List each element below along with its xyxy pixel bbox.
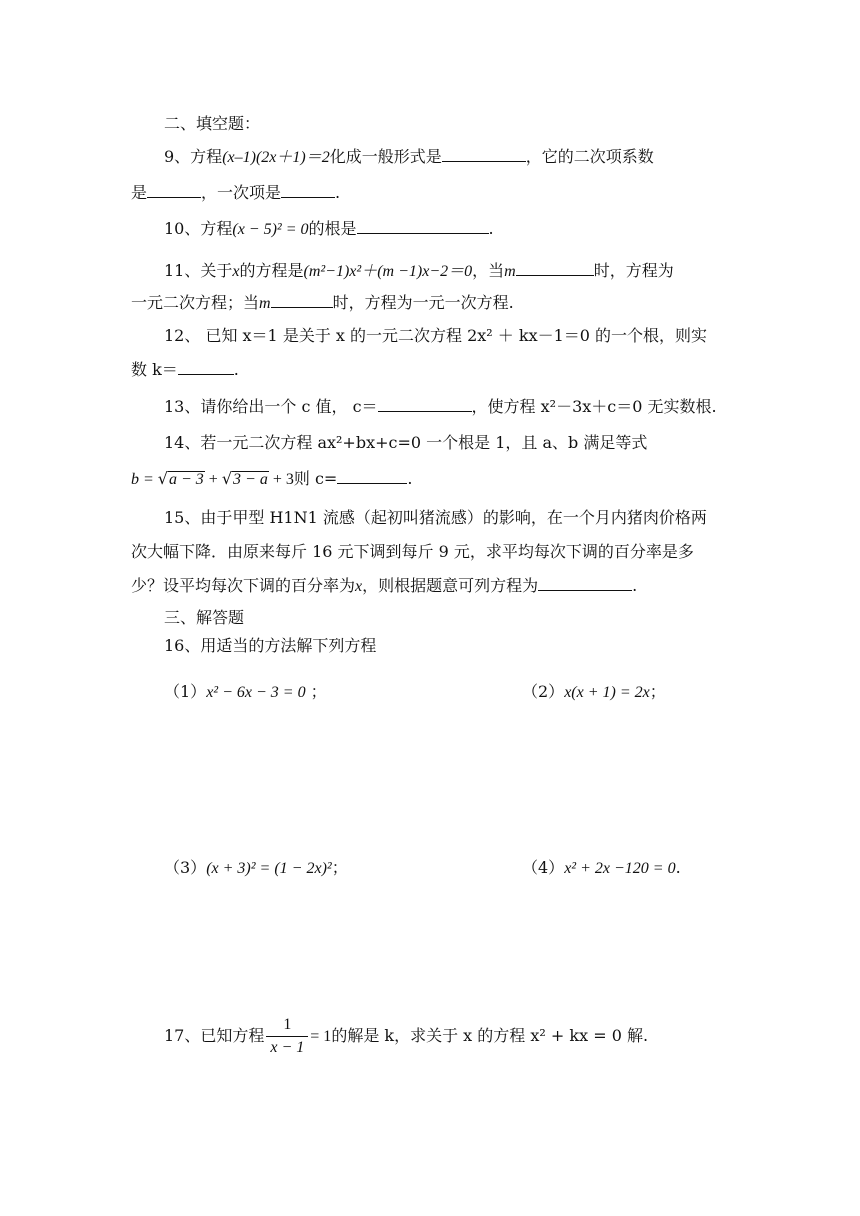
q9-equation: (x–1)(2x＋1)＝2 [222, 149, 330, 166]
q13-blank-c[interactable] [378, 394, 472, 412]
q11-blank-quadratic-condition[interactable] [516, 258, 594, 276]
q11-blank-linear-condition[interactable] [271, 290, 333, 308]
question-9-line-2: 是 ，一次项是 . [131, 180, 340, 205]
q16-p4-equation: x² + 2x −120 = 0 [564, 860, 676, 877]
q11-equation: (m²−1)x²＋(m −1)x−2＝0 [303, 263, 473, 280]
question-15-line-1: 15、由于甲型 H1N1 流感（起初叫猪流感）的影响，在一个月内猪肉价格两 [164, 508, 707, 527]
question-15-line-2: 次大幅下降．由原来每斤 16 元下调到每斤 9 元，求平均每次下调的百分率是多 [131, 542, 694, 561]
question-12-line-1: 12、 已知 x＝1 是关于 x 的一元二次方程 2x² ＋ kx－1＝0 的一个根，则实 [164, 326, 708, 345]
q16-problem-3: （3）(x + 3)² = (1 − 2x)²； [164, 858, 348, 877]
q14-sqrt-3-minus-a: 3 − a [233, 471, 268, 488]
q16-problem-4: （4）x² + 2x −120 = 0. [522, 858, 681, 877]
question-14-line-1: 14、若一元二次方程 ax²+bx+c=0 一个根是 1，且 a、b 满足等式 [164, 433, 648, 452]
q16-p3-equation: (x + 3)² = (1 − 2x)² [206, 860, 332, 877]
question-14-line-2: b = √a − 3 + √3 − a + 3则 c= . [131, 466, 412, 492]
q16-problem-1: （1）x² − 6x − 3 = 0 ； [164, 682, 327, 701]
q17-fraction: $\frac{1}{x - 1}$ [266, 1014, 308, 1059]
section-2-heading: 二、填空题： [164, 114, 261, 133]
q10-equation: (x − 5)² = 0 [232, 221, 309, 238]
question-15-line-3: 少？设平均每次下调的百分率为x，则根据题意可列方程为 . [131, 573, 637, 599]
q15-blank-equation[interactable] [538, 573, 632, 591]
q9-blank-linear-term[interactable] [281, 180, 335, 198]
question-17: 17、已知方程 $\frac{1}{x - 1}$ = 1的解是 k，求关于 x 的方程 x² + kx = 0 解. [164, 1012, 648, 1061]
q14-blank-c[interactable] [337, 466, 407, 484]
question-10: 10、方程(x − 5)² = 0的根是 . [164, 216, 494, 242]
question-13: 13、请你给出一个 c 值， c＝ ，使方程 x²－3x＋c＝0 无实数根. [164, 394, 717, 419]
question-16-title: 16、用适当的方法解下列方程 [164, 636, 377, 655]
question-12-line-2: 数 k＝ . [131, 357, 239, 382]
question-9-line-1: 9、方程(x–1)(2x＋1)＝2化成一般形式是 ，它的二次项系数 [164, 144, 654, 170]
q9-blank-quadratic-coefficient[interactable] [147, 180, 201, 198]
q9-blank-general-form[interactable] [442, 144, 526, 162]
question-11-line-1: 11、关于x的方程是(m²−1)x²＋(m −1)x−2＝0，当m 时，方程为 [164, 258, 674, 284]
section-3-heading: 三、解答题 [164, 608, 245, 627]
question-11-line-2: 一元二次方程；当m 时，方程为一元一次方程. [131, 290, 514, 316]
q16-problem-2: （2）x(x + 1) = 2x； [522, 682, 666, 701]
q16-p1-equation: x² − 6x − 3 = 0 [206, 684, 306, 701]
q16-p2-equation: x(x + 1) = 2x [564, 684, 650, 701]
q14-sqrt-a-minus-3: a − 3 [169, 471, 204, 488]
q10-blank-root[interactable] [357, 216, 489, 234]
q12-blank-k[interactable] [178, 357, 234, 375]
